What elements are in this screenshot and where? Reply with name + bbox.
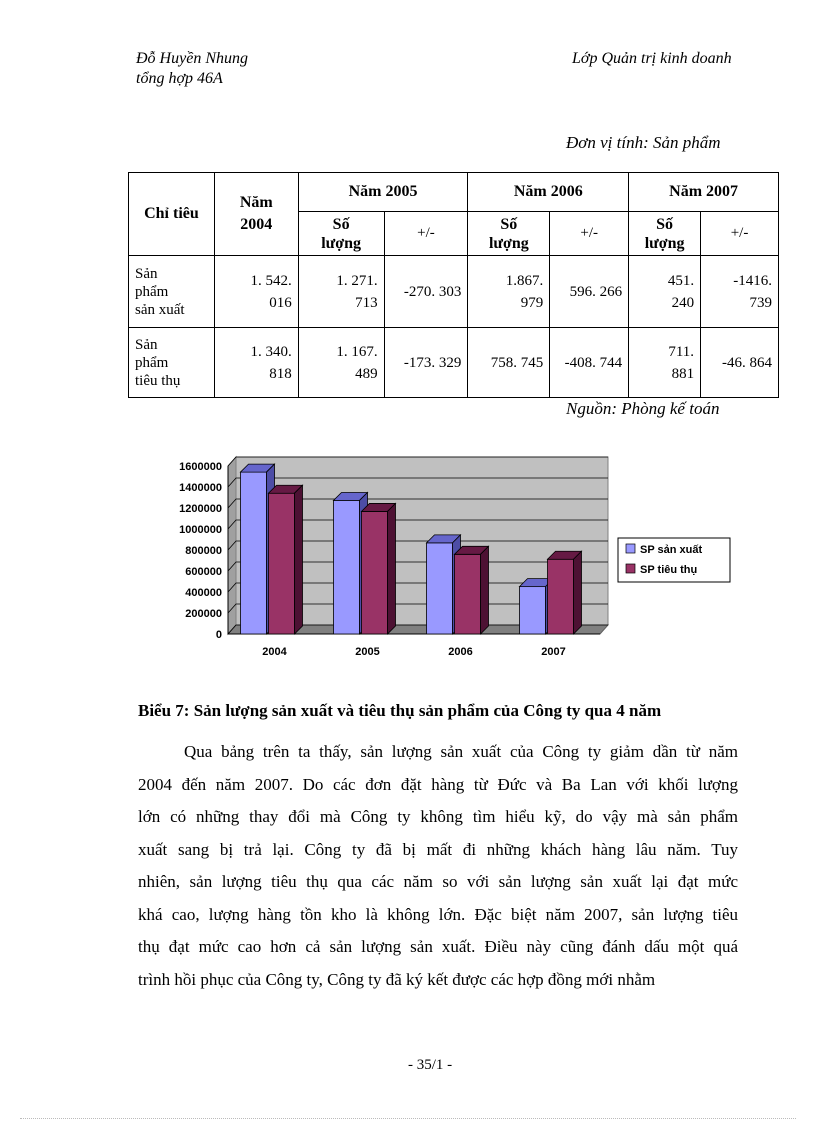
chart-caption: Biểu 7: Sản lượng sản xuất và tiêu thụ sản phẩm của Công ty qua 4 năm [138, 701, 662, 720]
x-tick-label: 2004 [262, 646, 287, 658]
cell: 1.867. 979 [468, 256, 550, 328]
y-tick-label: 600000 [185, 566, 222, 578]
unit-label: Đơn vị tính: Sản phẩm [566, 133, 721, 152]
th-2007: Năm 2007 [629, 173, 779, 212]
header-author-name: Đỗ Huyền Nhung [136, 50, 248, 67]
paragraph-line: trình hồi phục của Công ty, Công ty đã ký kết được các hợp đồng mới nhằm [138, 969, 656, 989]
legend-label: SP sản xuất [640, 544, 703, 556]
th-2004: Năm 2004 [214, 173, 298, 256]
y-tick-label: 200000 [185, 608, 222, 620]
paragraph-line: lớn có những thay đổi mà Công ty không tìm hiểu kỹ, do vậy mà sản phẩm [138, 807, 738, 826]
bar-SP-tiêu-thụ-2007 [548, 559, 574, 634]
bar-side [388, 503, 396, 634]
bar-side [481, 546, 489, 634]
y-tick-label: 1200000 [179, 503, 222, 515]
cell: 1. 340. 818 [214, 328, 298, 398]
bar-SP-sản-xuất-2004 [241, 472, 267, 634]
y-tick-label: 1000000 [179, 524, 222, 536]
row-label: Sản phẩm sản xuất [129, 256, 215, 328]
row-label: Sản phẩm tiêu thụ [129, 328, 215, 398]
th-diff-2005: +/- [384, 212, 468, 256]
cell: -173. 329 [384, 328, 468, 398]
paragraph-line: Qua bảng trên ta thấy, sản lượng sản xuất của Công ty giảm dần từ năm [184, 742, 738, 761]
cell: 711. 881 [629, 328, 701, 398]
y-tick-label: 1600000 [179, 461, 222, 473]
th-diff-2007: +/- [701, 212, 779, 256]
y-tick-label: 800000 [185, 545, 222, 557]
page-bottom-rule [20, 1118, 796, 1119]
th-indicator: Chỉ tiêu [129, 173, 215, 256]
page-number: - 35/1 - [408, 1057, 453, 1073]
x-tick-label: 2005 [355, 646, 380, 658]
cell: 596. 266 [550, 256, 629, 328]
y-tick-label: 400000 [185, 587, 222, 599]
paragraph-line: thụ đạt mức cao hơn cả sản lượng sản xuất. Điều này cũng đánh dấu một quá [138, 937, 738, 956]
th-qty-2005: Số lượng [298, 212, 384, 256]
th-qty-2007: Số lượng [629, 212, 701, 256]
y-tick-label: 1400000 [179, 482, 222, 494]
cell: 1. 542. 016 [214, 256, 298, 328]
cell: 1. 271. 713 [298, 256, 384, 328]
bar-SP-sản-xuất-2005 [334, 500, 360, 634]
paragraph-line: 2004 đến năm 2007. Do các đơn đặt hàng từ Đức và Ba Lan với khối lượng [138, 774, 738, 794]
bar-SP-sản-xuất-2006 [427, 543, 453, 634]
th-2005: Năm 2005 [298, 173, 468, 212]
body-paragraph [138, 736, 738, 996]
th-2006: Năm 2006 [468, 173, 629, 212]
bar-side [295, 485, 303, 634]
th-diff-2006: +/- [550, 212, 629, 256]
cell: -46. 864 [701, 328, 779, 398]
x-tick-label: 2007 [541, 646, 566, 658]
source-note: Nguồn: Phòng kế toán [566, 399, 720, 418]
legend-swatch [626, 564, 635, 573]
paragraph-line: nhiên, sản lượng tiêu thụ qua các năm so với sản lượng sản xuất lại đạt mức [138, 872, 738, 891]
cell: -408. 744 [550, 328, 629, 398]
header-author-class: tổng hợp 46A [136, 70, 223, 87]
bar-SP-tiêu-thụ-2006 [455, 554, 481, 634]
cell: 1. 167. 489 [298, 328, 384, 398]
legend-swatch [626, 544, 635, 553]
paragraph-line: khá cao, lượng hàng tồn kho là không lớn. Đặc biệt năm 2007, sản lượng tiêu [138, 904, 738, 924]
th-qty-2006: Số lượng [468, 212, 550, 256]
bar-side [574, 551, 582, 634]
bar-SP-tiêu-thụ-2004 [269, 493, 295, 634]
legend-label: SP tiêu thụ [640, 564, 698, 576]
bar-SP-tiêu-thụ-2005 [362, 511, 388, 634]
cell: 758. 745 [468, 328, 550, 398]
cell: -270. 303 [384, 256, 468, 328]
cell: 451. 240 [629, 256, 701, 328]
y-tick-label: 0 [215, 629, 222, 641]
bar-SP-sản-xuất-2007 [520, 587, 546, 634]
x-tick-label: 2006 [448, 646, 473, 658]
paragraph-line: xuất sang bị trả lại. Công ty đã bị mất đi những khách hàng lâu năm. Tuy [138, 839, 738, 859]
header-class: Lớp Quản trị kinh doanh [572, 50, 732, 67]
cell: -1416. 739 [701, 256, 779, 328]
